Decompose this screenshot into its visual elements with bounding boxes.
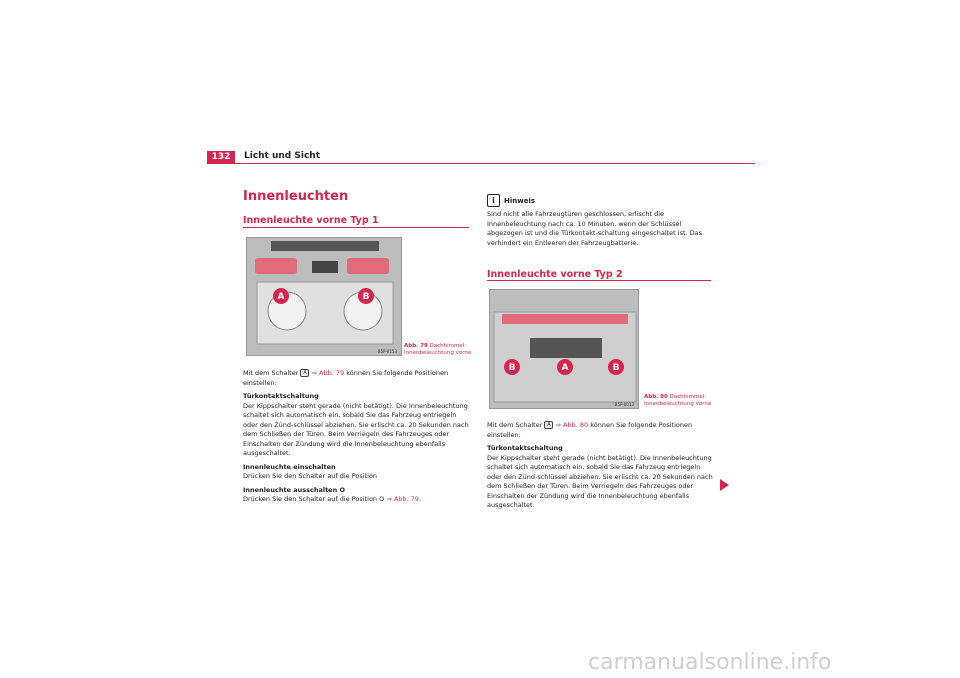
caption-80 xyxy=(644,394,711,408)
figure-79-illustration xyxy=(247,238,402,356)
note-icon: i xyxy=(487,194,500,207)
caption-79 xyxy=(404,343,471,357)
type2-intro: Mit dem Schalter A ⇒ Abb. 80 können Sie folgende Positionen einstellen: xyxy=(487,421,693,439)
type1-para-door: Der Kippschalter steht gerade (nicht betätigt). Die Innenbeleuchtung schaltet sich automatisch ein, sobald Sie das Fahrzeug entriegeln oder den Zünd-schlüssel abziehen. Sie erlischt ca. 20 Sekunden nach dem Schließen der Türen. Beim Verriegeln des Fahrzeuges oder Einschalten der Zündung wird die Innenbeleuchtung ebenfalls ausgeschaltet. xyxy=(243,401,469,457)
ref-abb79[interactable]: ⇒ Abb. 79 xyxy=(311,369,345,377)
figure-80-illustration xyxy=(490,290,639,409)
key-a: A xyxy=(300,369,309,377)
caption-79-text2: Innenbeleuchtung vorne xyxy=(404,350,472,356)
type1-rule xyxy=(243,227,469,228)
figure-80 xyxy=(489,289,639,409)
fig80-label-a: A xyxy=(561,363,569,373)
type2-title: Innenleuchte vorne Typ 2 xyxy=(487,269,623,280)
type1-body xyxy=(243,369,471,505)
fig80-code: B5P-0013 xyxy=(614,402,634,407)
caption-80-text2: Innenbeleuchtung vorne xyxy=(644,401,712,407)
caption-80-text: Dachhimmel: xyxy=(669,394,707,400)
note-title: Hinweis xyxy=(504,197,536,205)
caption-80-num: Abb. 80 xyxy=(644,394,668,400)
type1-para-on: Drücken Sie den Schalter auf die Position xyxy=(243,472,378,480)
fig80-label-b1: B xyxy=(508,363,516,373)
fig79-label-a: A xyxy=(277,292,285,302)
note-text: Sind nicht alle Fahrzeugtüren geschlossen, erlischt die Innenbeleuchtung nach ca. 10 Minuten, wenn der Schlüssel abgezogen ist und die Türkontakt-schaltung eingeschaltet ist. Das verhindert ein Entleeren der Fahrzeugbatterie. xyxy=(487,210,703,247)
type1-title: Innenleuchte vorne Typ 1 xyxy=(243,215,379,226)
figure-79 xyxy=(246,237,402,356)
type1-heading-off: Innenleuchte ausschalten O xyxy=(243,485,346,494)
fig79-label-b: B xyxy=(362,292,370,302)
type2-rule xyxy=(487,280,711,281)
continue-arrow-icon[interactable] xyxy=(720,479,729,491)
fig80-label-b2: B xyxy=(612,363,620,373)
page-number: 132 xyxy=(207,151,235,163)
type2-heading-door: Türkontaktschaltung xyxy=(487,444,563,452)
running-head: Licht und Sicht xyxy=(244,151,320,161)
type2-para-door: Der Kippschalter steht gerade (nicht betätigt). Die Innenbeleuchtung schaltet sich automatisch ein, sobald Sie das Fahrzeug entriegeln oder den Zünd-schlüssel abziehen. Sie erlischt ca. 20 Sekunden nach dem Schließen der Türen. Beim Verriegeln des Fahrzeuges oder Einschalten der Zündung wird die Innenbeleuchtung ebenfalls ausgeschaltet. xyxy=(487,453,713,509)
ref-abb79-2[interactable]: ⇒ Abb. 79 xyxy=(386,495,419,503)
watermark: carmanualsonline.info xyxy=(588,650,832,675)
type1-heading-door: Türkontaktschaltung xyxy=(243,392,319,400)
type1-heading-on: Innenleuchte einschalten xyxy=(243,462,336,471)
header-rule xyxy=(207,163,755,164)
type2-body xyxy=(487,421,715,511)
caption-79-text: Dachhimmel: xyxy=(429,343,467,349)
type1-para-off: Drücken Sie den Schalter auf die Position O ⇒ Abb. 79. xyxy=(243,495,422,503)
section-title: Innenleuchten xyxy=(243,189,349,204)
key-a-2: A xyxy=(544,421,553,429)
ref-abb80[interactable]: ⇒ Abb. 80 xyxy=(555,421,589,429)
caption-79-num: Abb. 79 xyxy=(404,343,428,349)
type1-intro: Mit dem Schalter A ⇒ Abb. 79 können Sie folgende Positionen einstellen: xyxy=(243,369,449,387)
fig79-code: B5P-0153 xyxy=(377,349,397,354)
